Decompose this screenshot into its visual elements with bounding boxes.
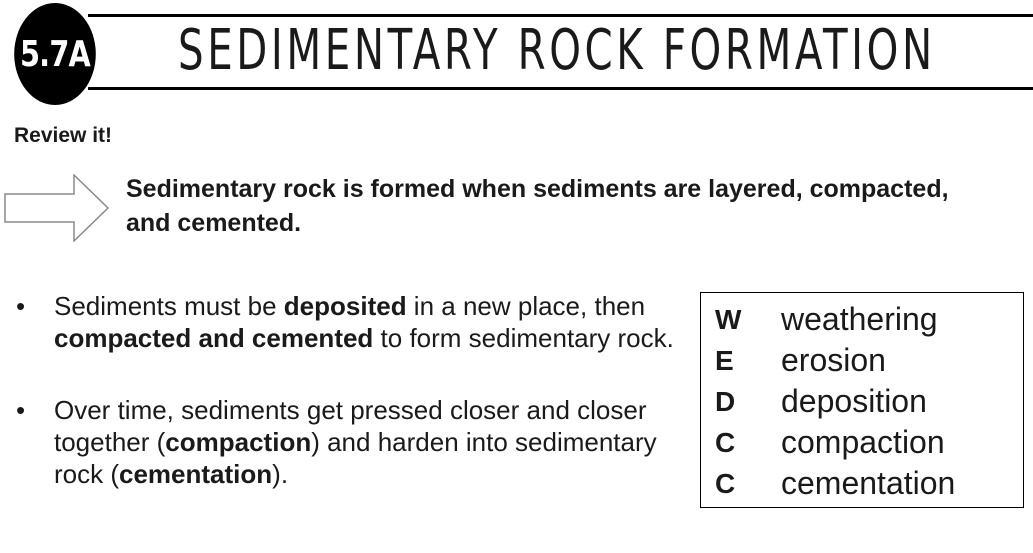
wedcc-letter: C	[715, 467, 736, 499]
wedcc-word: compaction	[781, 424, 945, 460]
bullet-text-bold: compacted and cemented	[54, 323, 374, 353]
wedcc-word: deposition	[781, 383, 927, 419]
bullet-text	[54, 291, 674, 353]
page-title: SEDIMENTARY ROCK FORMATION	[178, 18, 936, 83]
wedcc-row	[715, 299, 1023, 340]
wedcc-word: erosion	[781, 342, 886, 378]
bullet-item	[0, 290, 680, 354]
key-statement: Sedimentary rock is formed when sediments are layered, compacted, and cemented.	[126, 175, 949, 237]
review-heading: Review it!	[14, 124, 113, 147]
wedcc-letter: W	[715, 303, 742, 335]
wedcc-word: weathering	[781, 301, 938, 337]
wedcc-row	[715, 340, 1023, 381]
bullet-text-bold: compaction	[165, 427, 312, 457]
bullet-text-part: ) and harden into sedimentary rock (	[54, 427, 657, 489]
bullet-list	[0, 290, 680, 530]
arrow-right-icon	[4, 174, 110, 242]
wedcc-letter: C	[715, 426, 736, 458]
bullet-text-part: to form sedimentary rock.	[373, 323, 674, 353]
wedcc-row	[715, 422, 1023, 463]
lesson-badge: 5.7A	[14, 3, 96, 105]
bullet-text-bold: deposited	[283, 291, 407, 321]
wedcc-box	[700, 292, 1024, 508]
bullet-text-part: Over time, sediments get pressed closer and closer together (	[54, 395, 647, 457]
bullet-text-part: in a new place, then	[406, 291, 646, 321]
wedcc-letter: D	[715, 385, 736, 417]
bullet-text	[54, 395, 657, 489]
wedcc-letter: E	[715, 344, 734, 376]
bullet-text-part: Sediments must be	[54, 291, 284, 321]
wedcc-word: cementation	[781, 465, 956, 501]
bullet-item	[0, 394, 680, 490]
wedcc-row	[715, 463, 1023, 504]
bullet-dot: •	[16, 395, 26, 425]
wedcc-row	[715, 381, 1023, 422]
bullet-dot: •	[16, 291, 26, 321]
bullet-text-bold: cementation	[119, 459, 273, 489]
bullet-text-part: ).	[272, 459, 289, 489]
